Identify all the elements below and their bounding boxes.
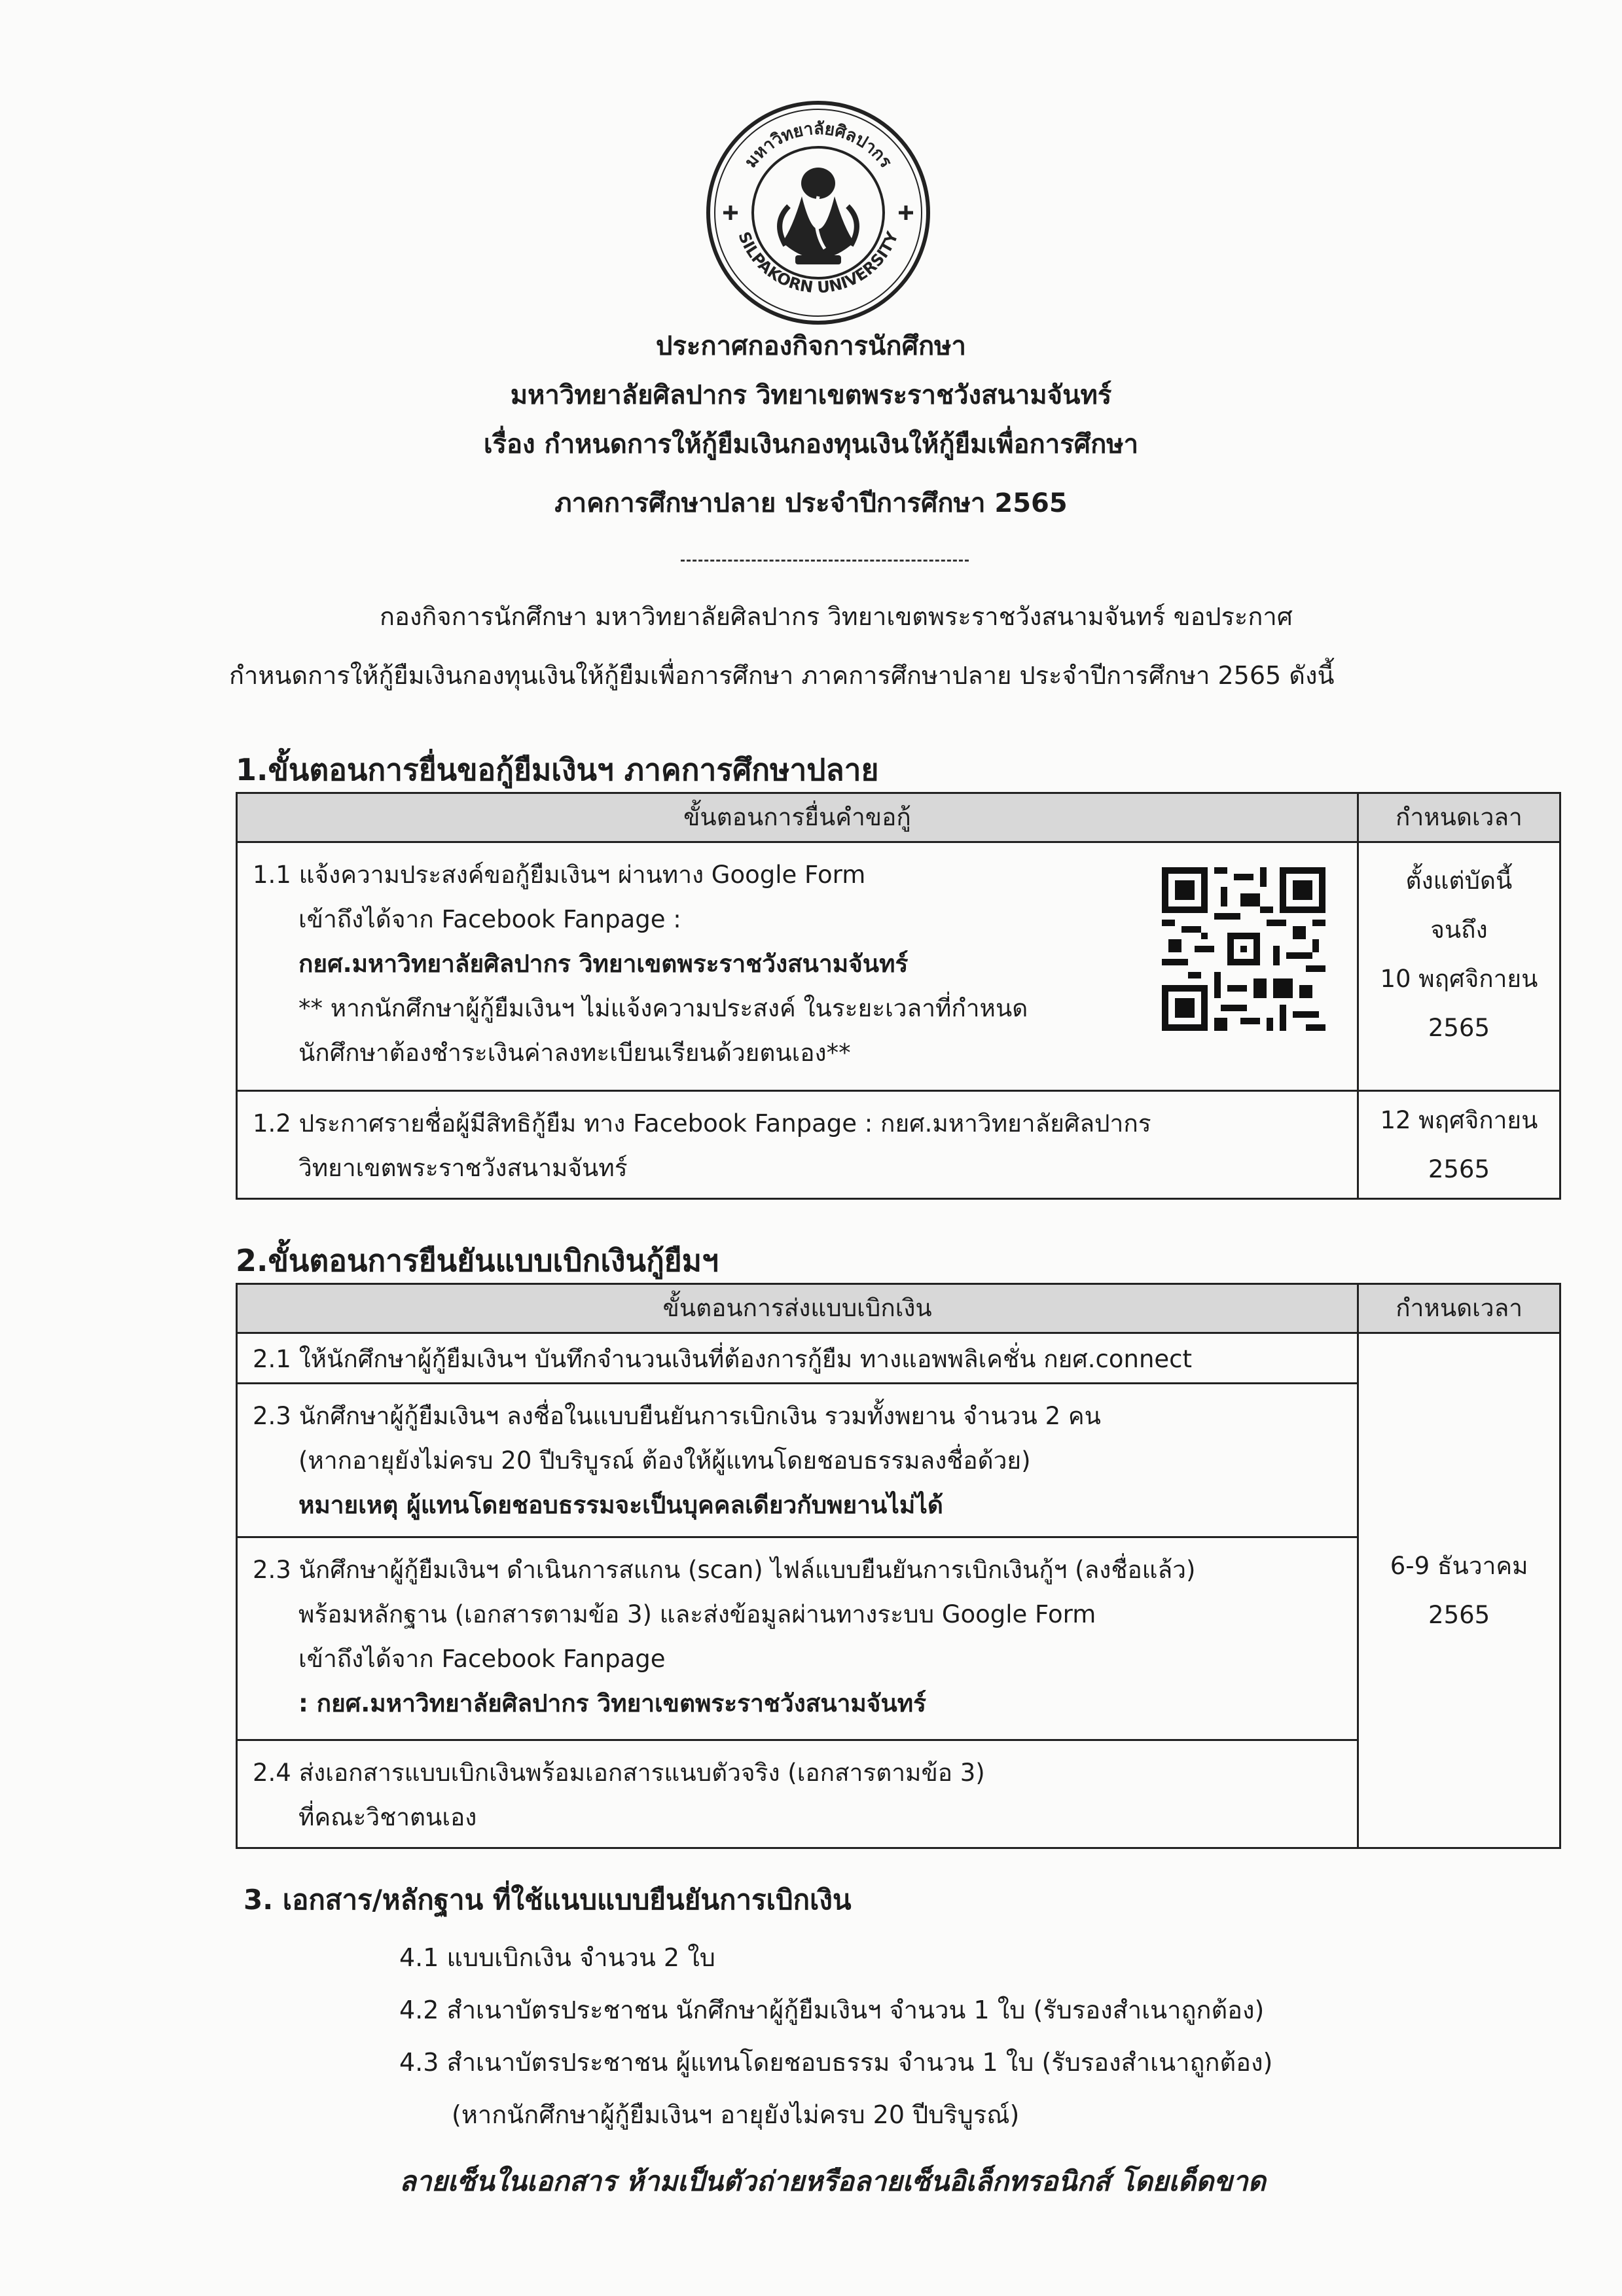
seal-text-bottom: SILPAKORN UNIVERSITY xyxy=(734,229,902,297)
step-1-1-line-5: นักศึกษาต้องชำระเงินค่าลงทะเบียนเรียนด้วยตนเอง** xyxy=(298,1039,851,1067)
step-1-2-line-1: 1.2 ประกาศรายชื่อผู้มีสิทธิกู้ยืม ทาง Facebook Fanpage : กยศ.มหาวิทยาลัยศิลปากร xyxy=(253,1109,1151,1138)
intro-line-1: กองกิจการนักศึกษา มหาวิทยาลัยศิลปากร วิทยาเขตพระราชวังสนามจันทร์ ขอประกาศ xyxy=(380,602,1293,631)
section-2-col-steps: ขั้นตอนการส่งแบบเบิกเงิน xyxy=(237,1284,1358,1333)
section-1-col-time: กำหนดเวลา xyxy=(1358,793,1560,842)
signature-warning: ลายเซ็นในเอกสาร ห้ามเป็นตัวถ่ายหรือลายเซ็นอิเล็กทรอนิกส์ โดยเด็ดขาด xyxy=(399,2165,1266,2197)
step-1-1-line-4: ** หากนักศึกษาผู้กู้ยืมเงินฯ ไม่แจ้งความประสงค์ ในระยะเวลาที่กำหนด xyxy=(298,994,1028,1022)
step-1-1-line-3: กยศ.มหาวิทยาลัยศิลปากร วิทยาเขตพระราชวังสนามจันทร์ xyxy=(298,950,909,978)
step-1-2-line-2: วิทยาเขตพระราชวังสนามจันทร์ xyxy=(298,1154,628,1182)
deadline-1-1-line-3: 10 พฤศจิกายน xyxy=(1380,965,1538,993)
seal-text-top: มหาวิทยาลัยศิลปากร xyxy=(741,118,896,172)
deadline-1-1-line-1: ตั้งแต่บัดนี้ xyxy=(1405,867,1513,895)
step-1-1-line-2: เข้าถึงได้จาก Facebook Fanpage : xyxy=(298,905,681,933)
step-2-2-line-1: 2.3 นักศึกษาผู้กู้ยืมเงินฯ ลงชื่อในแบบยืนยันการเบิกเงิน รวมทั้งพยาน จำนวน 2 คน xyxy=(253,1402,1101,1430)
section-2-col-time: กำหนดเวลา xyxy=(1358,1284,1560,1333)
step-2-3-line-2: พร้อมหลักฐาน (เอกสารตามข้อ 3) และส่งข้อมูลผ่านทางระบบ Google Form xyxy=(298,1600,1096,1628)
document-item-1: 4.1 แบบเบิกเงิน จำนวน 2 ใบ xyxy=(399,1943,715,1972)
section-3-heading: 3. เอกสาร/หลักฐาน ที่ใช้แนบแบบยืนยันการเบิกเงิน xyxy=(243,1884,852,1916)
ganesha-emblem-icon xyxy=(780,168,857,264)
step-2-3-line-4: : กยศ.มหาวิทยาลัยศิลปากร วิทยาเขตพระราชวังสนามจันทร์ xyxy=(298,1689,927,1717)
university-name: มหาวิทยาลัยศิลปากร วิทยาเขตพระราชวังสนามจันทร์ xyxy=(510,380,1112,410)
section-1-col-steps: ขั้นตอนการยื่นคำขอกู้ xyxy=(237,793,1358,842)
document-item-3-note: (หากนักศึกษาผู้กู้ยืมเงินฯ อายุยังไม่ครบ 20 ปีบริบูรณ์) xyxy=(452,2100,1020,2129)
table-row xyxy=(237,842,1560,1091)
deadline-1-2-line-1: 12 พฤศจิกายน xyxy=(1380,1106,1538,1134)
step-2-4-line-1: 2.4 ส่งเอกสารแบบเบิกเงินพร้อมเอกสารแนบตัวจริง (เอกสารตามข้อ 3) xyxy=(253,1759,985,1787)
google-form-qr-code[interactable] xyxy=(1162,867,1325,1031)
deadline-2-line-2: 2565 xyxy=(1428,1601,1490,1629)
deadline-1-1-line-4: 2565 xyxy=(1428,1014,1490,1042)
step-2-4-line-2: ที่คณะวิชาตนเอง xyxy=(298,1803,477,1831)
step-2-1-line-1: 2.1 ให้นักศึกษาผู้กู้ยืมเงินฯ บันทึกจำนวนเงินที่ต้องการกู้ยืม ทางแอพพลิเคชั่น กยศ.connect xyxy=(253,1345,1193,1373)
table-row xyxy=(237,1091,1560,1199)
section-1-table xyxy=(236,792,1561,1200)
intro-line-2: กำหนดการให้กู้ยืมเงินกองทุนเงินให้กู้ยืมเพื่อการศึกษา ภาคการศึกษาปลาย ประจำปีการศึกษา 2565 ดังนี้ xyxy=(229,661,1335,690)
step-2-2-line-2: (หากอายุยังไม่ครบ 20 ปีบริบูรณ์ ต้องให้ผู้แทนโดยชอบธรรมลงชื่อด้วย) xyxy=(298,1446,1031,1475)
section-2-heading: 2.ขั้นตอนการยืนยันแบบเบิกเงินกู้ยืมฯ xyxy=(236,1243,719,1278)
table-row xyxy=(237,1333,1560,1384)
step-2-2-line-3: หมายเหตุ ผู้แทนโดยชอบธรรมจะเป็นบุคคลเดียวกับพยานไม่ได้ xyxy=(298,1491,943,1519)
header-divider xyxy=(681,560,969,562)
step-1-1-line-1: 1.1 แจ้งความประสงค์ขอกู้ยืมเงินฯ ผ่านทาง Google Form xyxy=(253,861,866,889)
announcement-title: ประกาศกองกิจการนักศึกษา xyxy=(655,331,967,361)
semester-line: ภาคการศึกษาปลาย ประจำปีการศึกษา 2565 xyxy=(554,488,1068,518)
deadline-1-1-line-2: จนถึง xyxy=(1430,916,1488,944)
deadline-2-line-1: 6-9 ธันวาคม xyxy=(1390,1552,1528,1580)
step-2-3-line-3: เข้าถึงได้จาก Facebook Fanpage xyxy=(298,1645,666,1673)
deadline-1-2-line-2: 2565 xyxy=(1428,1155,1490,1183)
step-2-3-line-1: 2.3 นักศึกษาผู้กู้ยืมเงินฯ ดำเนินการสแกน (scan) ไฟล์แบบยืนยันการเบิกเงินกู้ฯ (ลงชื่อแล้ว) xyxy=(253,1556,1196,1584)
section-2-table xyxy=(236,1283,1561,1849)
section-1-heading: 1.ขั้นตอนการยื่นขอกู้ยืมเงินฯ ภาคการศึกษาปลาย xyxy=(236,752,879,787)
document-item-3: 4.3 สำเนาบัตรประชาชน ผู้แทนโดยชอบธรรม จำนวน 1 ใบ (รับรองสำเนาถูกต้อง) xyxy=(399,2048,1273,2077)
silpakorn-university-seal xyxy=(704,98,933,327)
subject-line: เรื่อง กำหนดการให้กู้ยืมเงินกองทุนเงินให้กู้ยืมเพื่อการศึกษา xyxy=(483,429,1139,459)
document-item-2: 4.2 สำเนาบัตรประชาชน นักศึกษาผู้กู้ยืมเงินฯ จำนวน 1 ใบ (รับรองสำเนาถูกต้อง) xyxy=(399,1996,1265,2024)
